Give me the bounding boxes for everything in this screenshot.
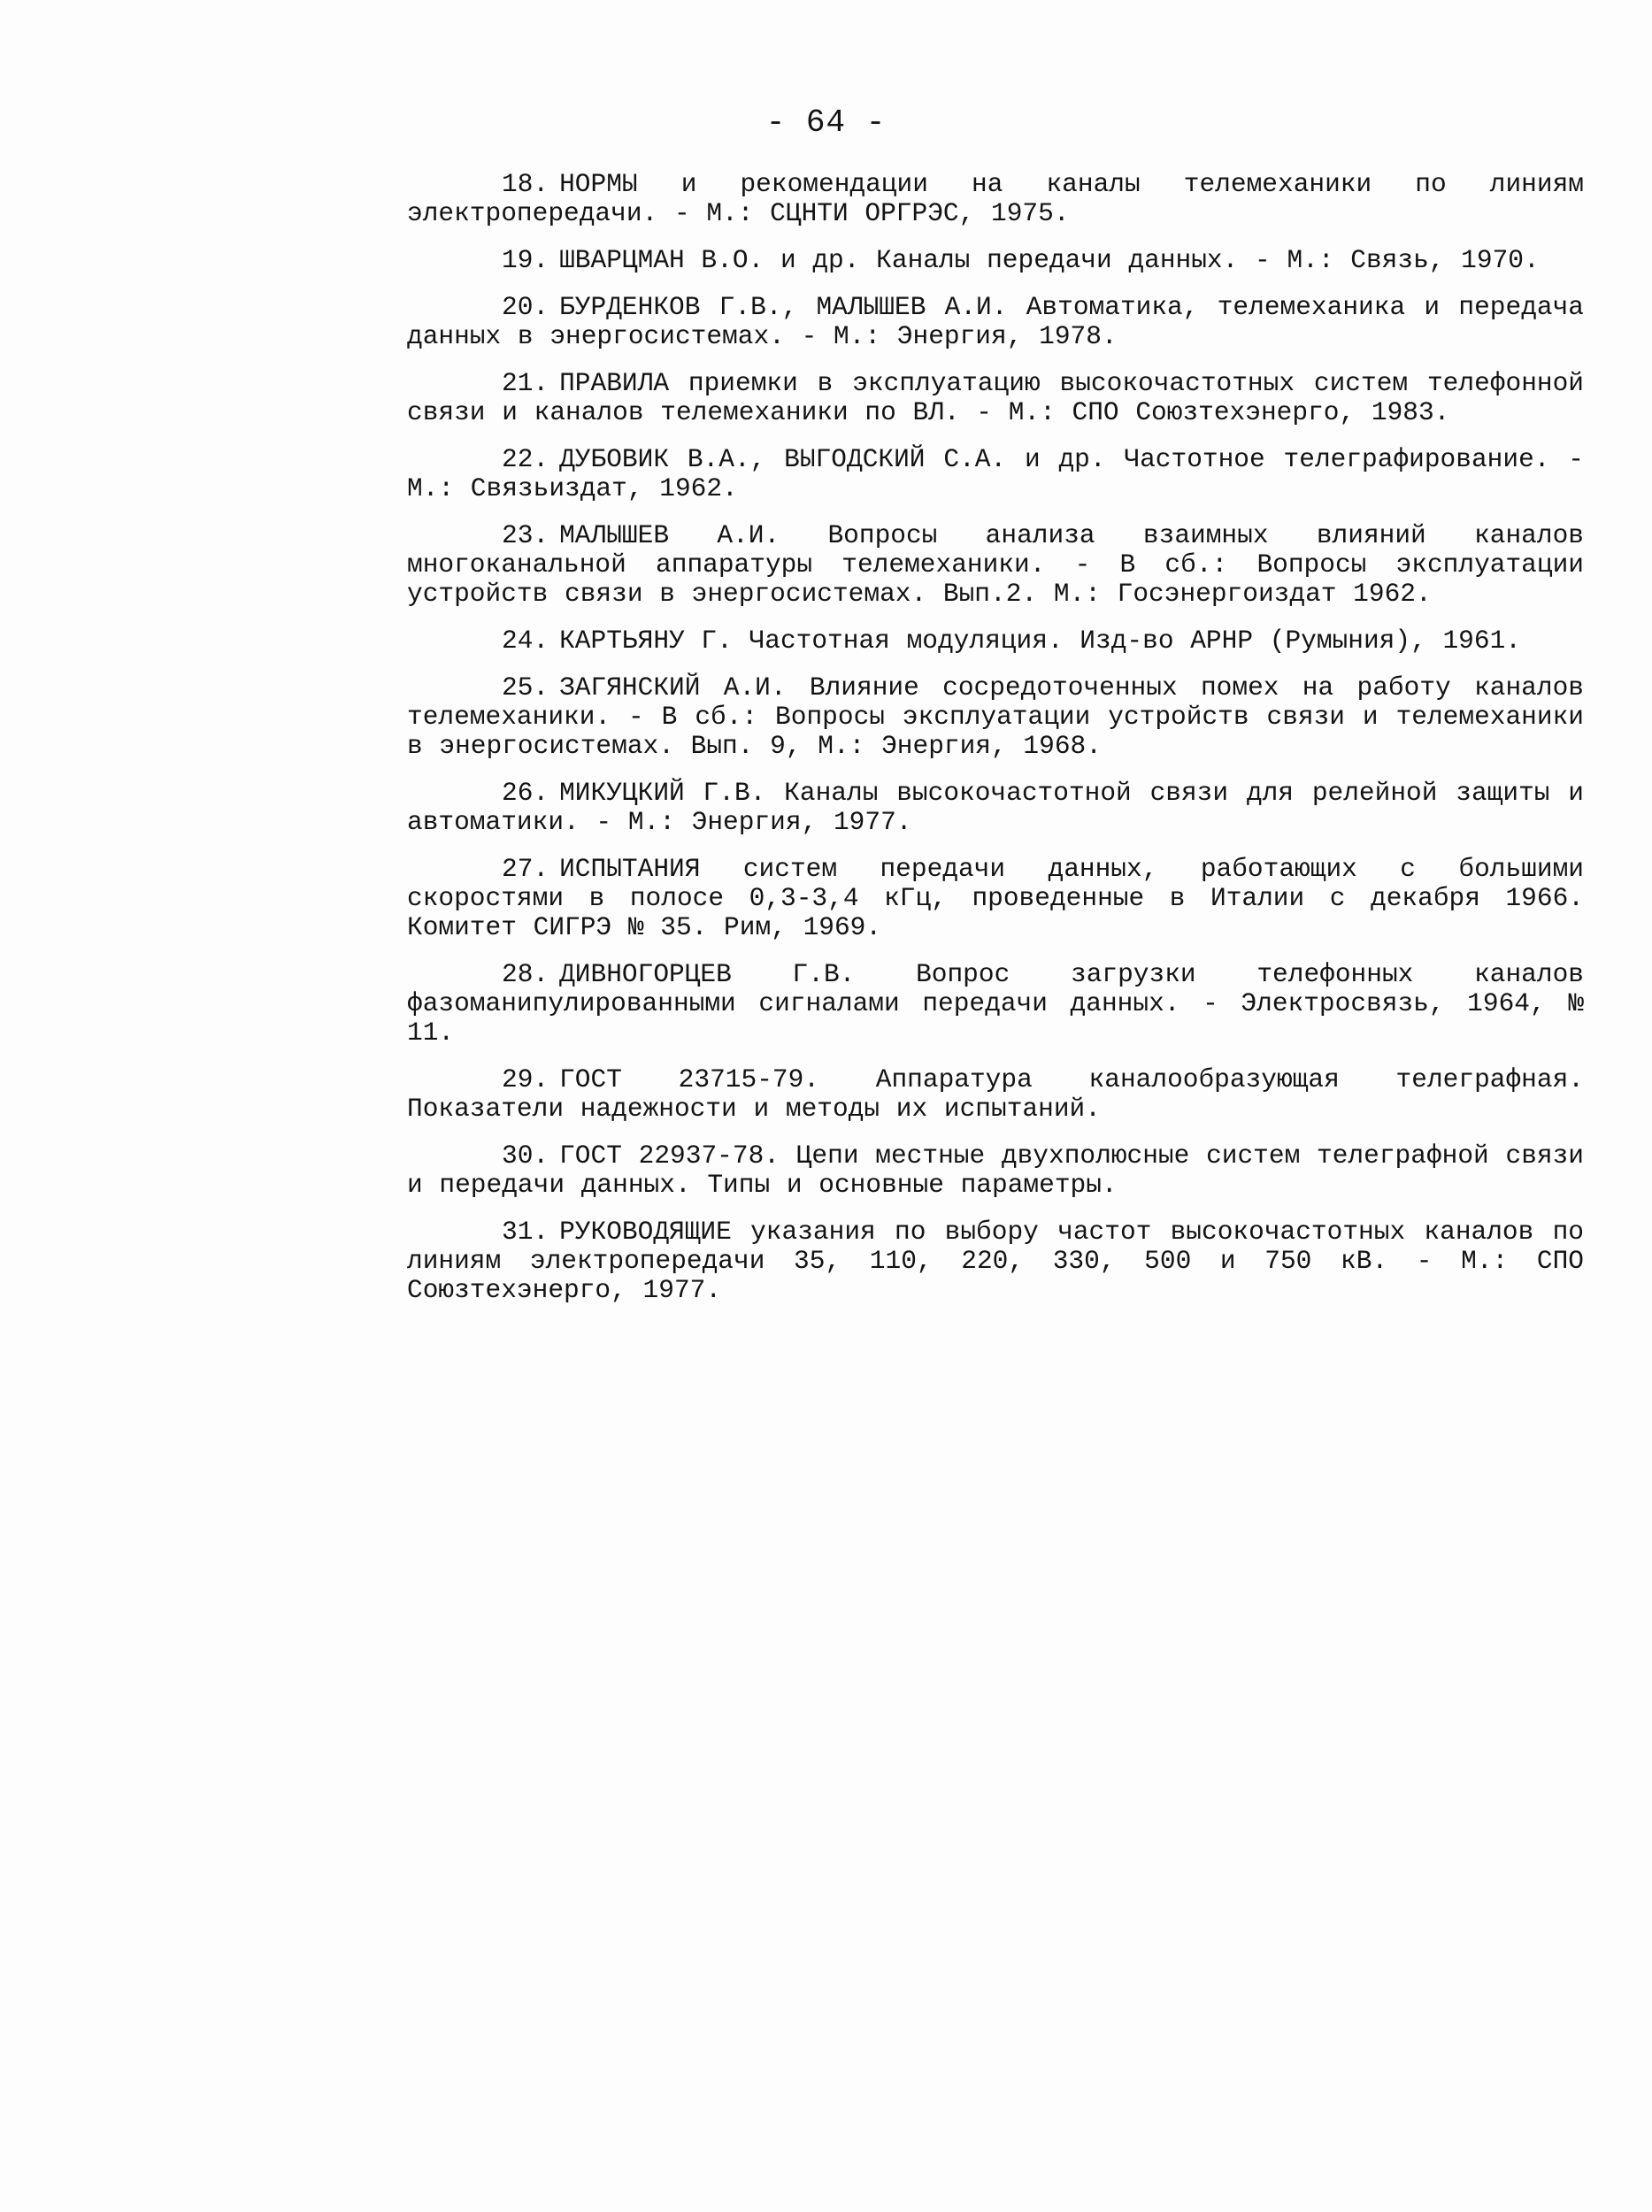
reference-list xyxy=(407,170,1584,1323)
reference-number: 30. xyxy=(502,1141,549,1171)
reference-number: 25. xyxy=(502,672,549,703)
reference-number: 28. xyxy=(502,959,549,989)
reference-item xyxy=(407,960,1584,1048)
reference-item xyxy=(407,626,1584,656)
reference-number: 22. xyxy=(502,444,549,474)
reference-item xyxy=(407,445,1584,503)
reference-text: ГОСТ 22937-78. Цепи местные двухполюсные систем телеграфной связи и передачи данных. Типы и основные параметры. xyxy=(407,1141,1584,1200)
reference-text: ЗАГЯНСКИЙ А.И. Влияние сосредоточенных помех на работу каналов телемеханики. - В сб.: Вопросы эксплуатации устройств связи и телемеханики в энергосистемах. Вып. 9, М.: Энергия, 1968. xyxy=(407,672,1584,761)
reference-number: 27. xyxy=(502,854,549,884)
reference-text: ГОСТ 23715-79. Аппаратура каналообразующая телеграфная. Показатели надежности и методы их испытаний. xyxy=(407,1064,1584,1124)
reference-item xyxy=(407,1141,1584,1200)
page-number: - 64 - xyxy=(765,104,887,141)
reference-text: МИКУЦКИЙ Г.В. Каналы высокочастотной связи для релейной защиты и автоматики. - М.: Энергия, 1977. xyxy=(407,778,1584,837)
reference-text: ИСПЫТАНИЯ систем передачи данных, работающих с большими скоростями в полосе 0,3-3,4 кГц, проведенные в Италии с декабря 1966. Комитет СИГРЭ № 35. Рим, 1969. xyxy=(407,854,1584,942)
reference-text: ШВАРЦМАН В.О. и др. Каналы передачи данных. - М.: Связь, 1970. xyxy=(559,245,1540,275)
reference-item xyxy=(407,1065,1584,1124)
reference-number: 19. xyxy=(502,245,549,275)
reference-item xyxy=(407,369,1584,427)
reference-item xyxy=(407,293,1584,351)
reference-text: ДИВНОГОРЦЕВ Г.В. Вопрос загрузки телефонных каналов фазоманипулированными сигналами передачи данных. - Электросвязь, 1964, № 11. xyxy=(407,959,1584,1048)
reference-item xyxy=(407,779,1584,837)
reference-text: МАЛЫШЕВ А.И. Вопросы анализа взаимных влияний каналов многоканальной аппаратуры телемеханики. - В сб.: Вопросы эксплуатации устройств связи в энергосистемах. Вып.2. М.: Госэнергоиздат 1962. xyxy=(407,520,1584,609)
reference-item xyxy=(407,673,1584,761)
reference-text: БУРДЕНКОВ Г.В., МАЛЫШЕВ А.И. Автоматика, телемеханика и передача данных в энергосистемах. - М.: Энергия, 1978. xyxy=(407,292,1584,351)
reference-item xyxy=(407,246,1584,275)
reference-text: КАРТЬЯНУ Г. Частотная модуляция. Изд-во АРНР (Румыния), 1961. xyxy=(559,626,1521,656)
reference-number: 18. xyxy=(502,169,549,199)
reference-number: 20. xyxy=(502,292,549,322)
reference-number: 23. xyxy=(502,520,549,550)
reference-text: ДУБОВИК В.А., ВЫГОДСКИЙ С.А. и др. Частотное телеграфирование. - М.: Связьиздат, 1962. xyxy=(407,444,1584,503)
reference-number: 31. xyxy=(502,1217,549,1247)
reference-number: 24. xyxy=(502,626,549,656)
reference-text: ПРАВИЛА приемки в эксплуатацию высокочастотных систем телефонной связи и каналов телемеханики по ВЛ. - М.: СПО Союзтехэнерго, 1983. xyxy=(407,368,1584,427)
reference-number: 21. xyxy=(502,368,549,398)
reference-text: РУКОВОДЯЩИЕ указания по выбору частот высокочастотных каналов по линиям электропередачи 35, 110, 220, 330, 500 и 750 кВ. - М.: СПО Союзтехэнерго, 1977. xyxy=(407,1217,1584,1305)
reference-item xyxy=(407,521,1584,609)
reference-text: НОРМЫ и рекомендации на каналы телемеханики по линиям электропередачи. - М.: СЦНТИ ОРГРЭС, 1975. xyxy=(407,169,1584,228)
reference-number: 26. xyxy=(502,778,549,808)
reference-item xyxy=(407,855,1584,942)
reference-item xyxy=(407,1217,1584,1305)
reference-item xyxy=(407,170,1584,228)
reference-number: 29. xyxy=(502,1064,549,1094)
